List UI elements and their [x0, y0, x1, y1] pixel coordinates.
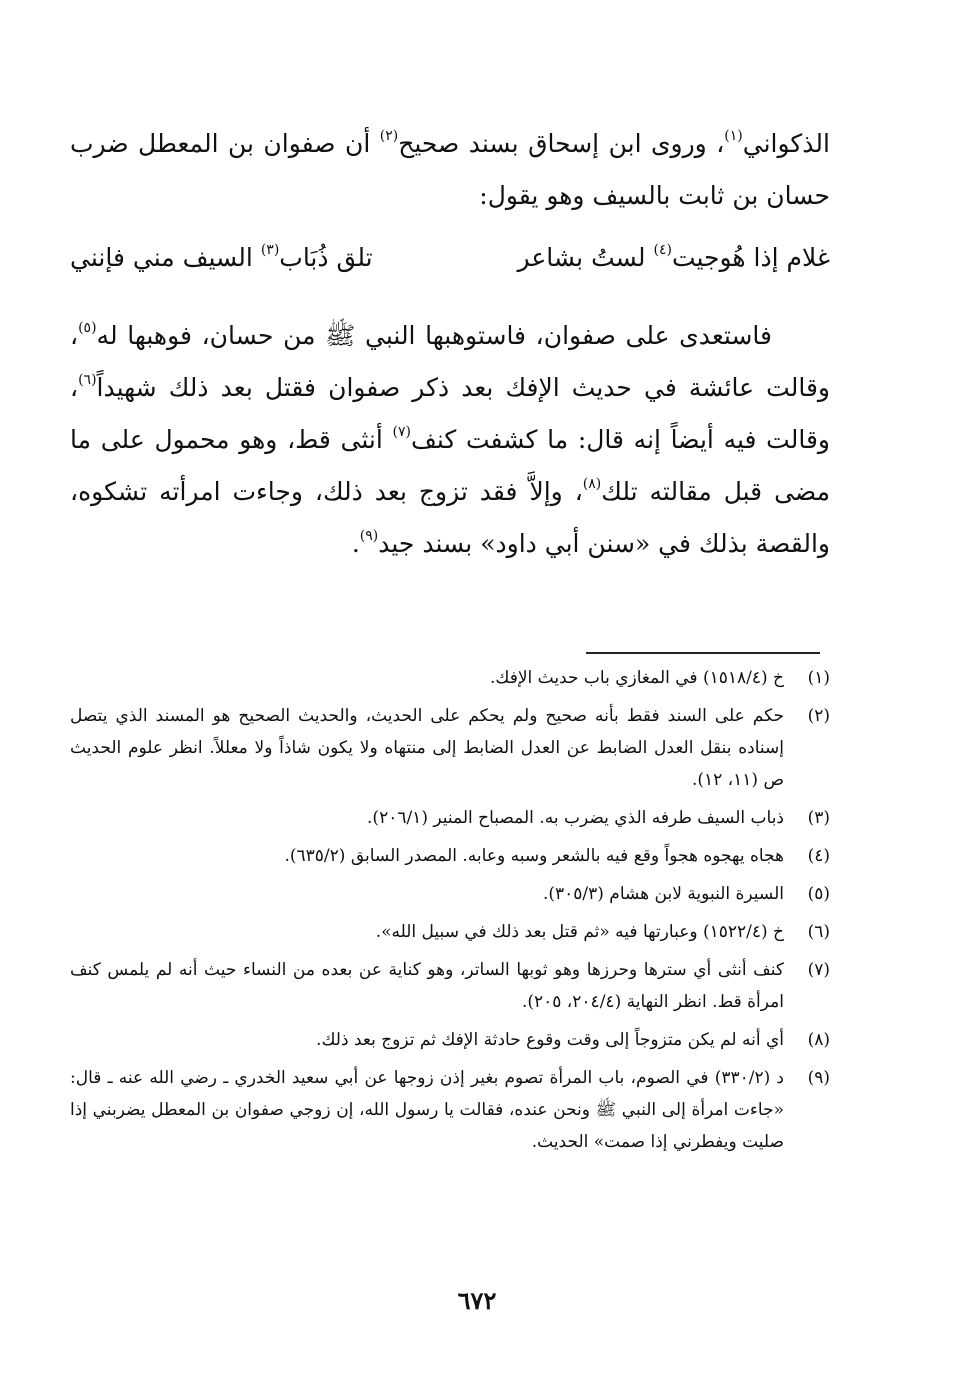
text-run: الذكواني	[742, 129, 830, 158]
footnote-number: (٧)	[807, 960, 830, 980]
text-run: غلام إذا هُوجيت	[671, 243, 830, 272]
footnote-text: حكم على السند فقط بأنه صحيح ولم يحكم على الحديث، والحديث الصحيح هو المسند الذي يتصل إسناده بنقل العدل الضابط عن العدل الضابط إلى منتهاه ولا يكون شاذاً ولا معللاً. انظر علوم الحديث ص (١١، ١٢).	[70, 706, 785, 790]
paragraph-2	[70, 310, 830, 570]
footnote-6	[70, 916, 830, 948]
footnote-ref-9[interactable]: (٩)	[359, 528, 379, 544]
text-run: السيف مني فإنني	[70, 243, 261, 272]
footnote-text: خ (١٥١٨/٤) في المغازي باب حديث الإفك.	[489, 668, 784, 688]
footnote-ref-1[interactable]: (١)	[724, 128, 743, 144]
footnote-ref-2[interactable]: (٢)	[379, 128, 399, 144]
footnote-number: (٥)	[807, 884, 830, 904]
text-run: تلق ذُبَاب	[279, 243, 373, 272]
footnote-text: السيرة النبوية لابن هشام (٣٠٥/٣).	[542, 884, 784, 904]
footnote-ref-5[interactable]: (٥)	[78, 320, 97, 336]
footnote-3	[70, 802, 830, 834]
footnote-4	[70, 840, 830, 872]
main-text	[70, 118, 830, 570]
footnote-number: (١)	[807, 668, 830, 688]
footnote-ref-7[interactable]: (٧)	[392, 424, 411, 440]
verse-second-hemistich	[518, 232, 830, 284]
footnote-text: خ (١٥٢٢/٤) وعبارتها فيه «ثم قتل بعد ذلك في سبيل الله».	[375, 922, 784, 942]
page-number: ٦٧٢	[457, 1286, 497, 1315]
footnote-number: (٩)	[807, 1068, 830, 1088]
footnote-text: أي أنه لم يكن متزوجاً إلى وقت وقوع حادثة الإفك ثم تزوج بعد ذلك.	[316, 1030, 784, 1050]
paragraph-1	[70, 118, 830, 222]
footnote-5	[70, 878, 830, 910]
verse-first-hemistich	[70, 232, 373, 284]
footnote-ref-3[interactable]: (٣)	[260, 242, 280, 258]
footnote-text: ذباب السيف طرفه الذي يضرب به. المصباح المنير (٢٠٦/١).	[367, 808, 784, 828]
footnote-9	[70, 1062, 830, 1158]
text-run: ، وروى ابن إسحاق بسند صحيح	[398, 129, 725, 158]
footnote-number: (٢)	[807, 706, 830, 726]
text-run: فاستعدى على صفوان، فاستوهبها النبي ﷺ من حسان، فوهبها له	[96, 321, 772, 350]
footnote-number: (٤)	[807, 846, 830, 866]
footnote-divider	[586, 652, 820, 654]
footnote-text: د (٣٣٠/٢) في الصوم، باب المرأة تصوم بغير إذن زوجها عن أبي سعيد الخدري ـ رضي الله عنه ـ قال: «جاءت امرأة إلى النبي ﷺ ونحن عنده، فقالت يا رسول الله، إن زوجي صفوان بن المعطل يضربني إذا صليت ويفطرني إذا صمت» الحديث.	[70, 1068, 784, 1152]
footnote-ref-8[interactable]: (٨)	[582, 476, 602, 492]
text-run: ، وقالت عائشة في حديث الإفك بعد ذكر صفوان فقتل بعد ذلك شهيداً	[70, 321, 830, 402]
footnote-ref-6[interactable]: (٦)	[78, 372, 97, 388]
poem-verse	[70, 232, 830, 284]
text-run: لستُ بشاعر	[517, 243, 654, 272]
text-run: .	[351, 529, 360, 558]
footnote-number: (٨)	[807, 1030, 830, 1050]
footnotes	[70, 662, 830, 1164]
footnote-text: هجاه يهجوه هجواً وقع فيه بالشعر وسبه وعابه. المصدر السابق (٦٣٥/٢).	[284, 846, 784, 866]
footnote-7	[70, 954, 830, 1018]
footnote-ref-4[interactable]: (٤)	[653, 242, 672, 258]
footnote-number: (٦)	[807, 922, 830, 942]
footnote-1	[70, 662, 830, 694]
text-run: ، وقالت فيه أيضاً إنه قال: ما كشفت كنف	[70, 373, 830, 454]
text-run: أنثى قط، وهو محمول على ما مضى قبل مقالته تلك	[70, 425, 830, 506]
footnote-number: (٣)	[807, 808, 830, 828]
footnote-2	[70, 700, 830, 796]
footnote-text: كنف أنثى أي سترها وحرزها وهو ثوبها الساتر، وهو كناية عن بعده من النساء حيث أنه لم يلمس كنف امرأة قط. انظر النهاية (٢٠٤/٤، ٢٠٥).	[70, 960, 784, 1012]
footnote-8	[70, 1024, 830, 1056]
text-run: أن صفوان بن المعطل ضرب حسان بن ثابت بالسيف وهو يقول:	[70, 129, 830, 210]
text-run: ، وإلاَّ فقد تزوج بعد ذلك، وجاءت امرأته تشكوه، والقصة بذلك في «سنن أبي داود» بسند جيد	[70, 477, 830, 558]
